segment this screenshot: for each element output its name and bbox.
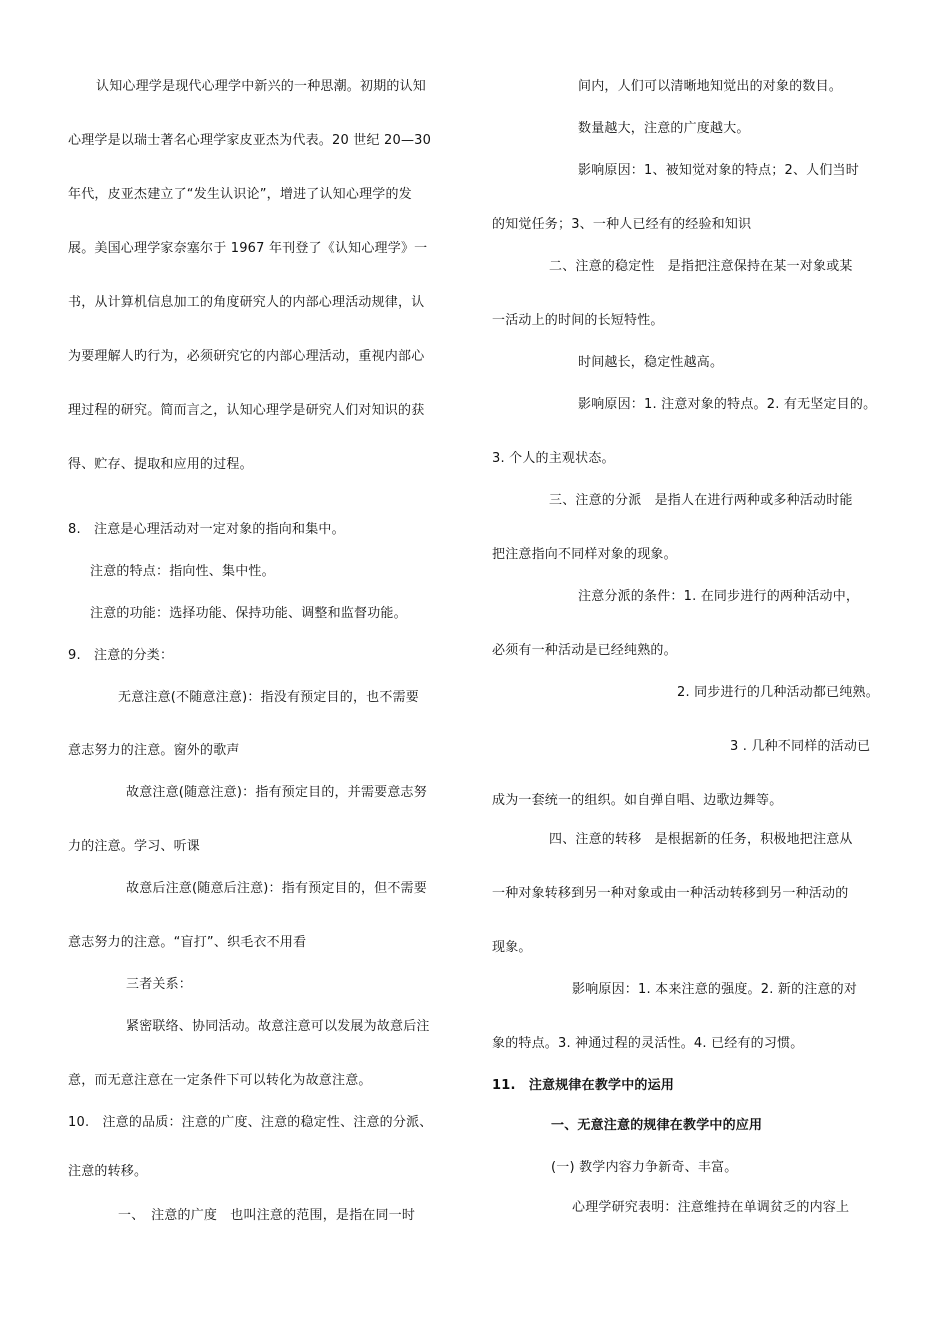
right-column-line: 一种对象转移到另一种对象或由一种活动转移到另一种活动的 — [492, 886, 849, 901]
right-column-line: 象的特点。3. 神通过程的灵活性。4. 已经有的习惯。 — [492, 1036, 804, 1051]
right-column-line: 必须有一种活动是已经纯熟的。 — [492, 643, 677, 658]
left-column-line: 意志努力的注意。“盲打”、织毛衣不用看 — [68, 935, 307, 950]
right-column-line: 2. 同步进行的几种活动都已纯熟。 — [677, 685, 879, 700]
left-column-line: 10. 注意的品质：注意的广度、注意的稳定性、注意的分派、 — [68, 1115, 433, 1130]
right-column-line: 二、注意的稳定性 是指把注意保持在某一对象或某 — [549, 259, 853, 274]
left-column-line: 8. 注意是心理活动对一定对象的指向和集中。 — [68, 522, 345, 537]
right-column-line: 影响原因：1. 本来注意的强度。2. 新的注意的对 — [572, 982, 858, 997]
left-column-line: 展。美国心理学家奈塞尔于 1967 年刊登了《认知心理学》一 — [68, 241, 428, 256]
left-column-line: 无意注意(不随意注意)：指没有预定目的，也不需要 — [118, 690, 419, 705]
left-column-line: 注意的功能：选择功能、保持功能、调整和监督功能。 — [90, 606, 407, 621]
left-column-line: 紧密联络、协同活动。故意注意可以发展为故意后注 — [126, 1019, 430, 1034]
left-column-line: 注意的转移。 — [68, 1164, 148, 1179]
left-column-line: 三者关系： — [126, 977, 193, 992]
left-column-line: 故意后注意(随意后注意)：指有预定目的，但不需要 — [126, 881, 427, 896]
left-column-line: 书，从计算机信息加工的角度研究人的内部心理活动规律，认 — [68, 295, 425, 310]
left-column-line: 故意注意(随意注意)：指有预定目的，并需要意志努 — [126, 785, 427, 800]
left-column-line: 理过程的研究。简而言之，认知心理学是研究人们对知识的获 — [68, 403, 425, 418]
left-column-line: 力的注意。学习、听课 — [68, 839, 201, 854]
right-column-line: 心理学研究表明：注意维持在单调贫乏的内容上 — [572, 1200, 850, 1215]
left-column-line: 为要理解人旳行为，必须研究它的内部心理活动，重视内部心 — [68, 349, 425, 364]
right-column-line: 注意分派的条件：1. 在同步进行的两种活动中， — [578, 589, 860, 604]
right-column-line: 一活动上的时间的长短特性。 — [492, 313, 664, 328]
right-column-line: 三、注意的分派 是指人在进行两种或多种活动时能 — [549, 493, 853, 508]
left-column-line: 得、贮存、提取和应用的过程。 — [68, 457, 253, 472]
left-column-line: 一、 注意的广度 也叫注意的范围，是指在同一时 — [118, 1208, 416, 1223]
left-column-line: 心理学是以瑞士著名心理学家皮亚杰为代表。20 世纪 20—30 — [68, 133, 432, 148]
right-column-line: 影响原因：1、被知觉对象的特点；2、人们当时 — [578, 163, 859, 178]
right-column-line: 现象。 — [492, 940, 532, 955]
right-column-line: 数量越大，注意的广度越大。 — [578, 121, 750, 136]
right-column-line: 11. 注意规律在教学中的运用 — [492, 1078, 675, 1093]
right-column-line: (一) 教学内容力争新奇、丰富。 — [551, 1160, 738, 1175]
right-column-line: 把注意指向不同样对象的现象。 — [492, 547, 677, 562]
right-column-line: 时间越长，稳定性越高。 — [578, 355, 724, 370]
right-column-line: 影响原因：1. 注意对象的特点。2. 有无坚定目的。 — [578, 397, 877, 412]
right-column-line: 的知觉任务；3、一种人已经有的经验和知识 — [492, 217, 752, 232]
right-column-line: 3 . 几种不同样的活动已 — [730, 739, 871, 754]
right-column-line: 间内，人们可以清晰地知觉出的对象的数目。 — [578, 79, 843, 94]
left-column-line: 意，而无意注意在一定条件下可以转化为故意注意。 — [68, 1073, 372, 1088]
left-column-line: 注意的特点：指向性、集中性。 — [90, 564, 275, 579]
left-column-line: 年代，皮亚杰建立了“发生认识论”，增进了认知心理学的发 — [68, 187, 412, 202]
left-column-line: 意志努力的注意。窗外的歌声 — [68, 743, 240, 758]
left-column-line: 9. 注意的分类： — [68, 648, 174, 663]
right-column-line: 3. 个人的主观状态。 — [492, 451, 615, 466]
right-column-line: 一、无意注意的规律在教学中的应用 — [551, 1118, 763, 1133]
right-column-line: 四、注意的转移 是根据新的任务，积极地把注意从 — [549, 832, 853, 847]
left-column-line: 认知心理学是现代心理学中新兴的一种思潮。初期的认知 — [96, 79, 427, 94]
right-column-line: 成为一套统一的组织。如自弹自唱、边歌边舞等。 — [492, 793, 783, 808]
